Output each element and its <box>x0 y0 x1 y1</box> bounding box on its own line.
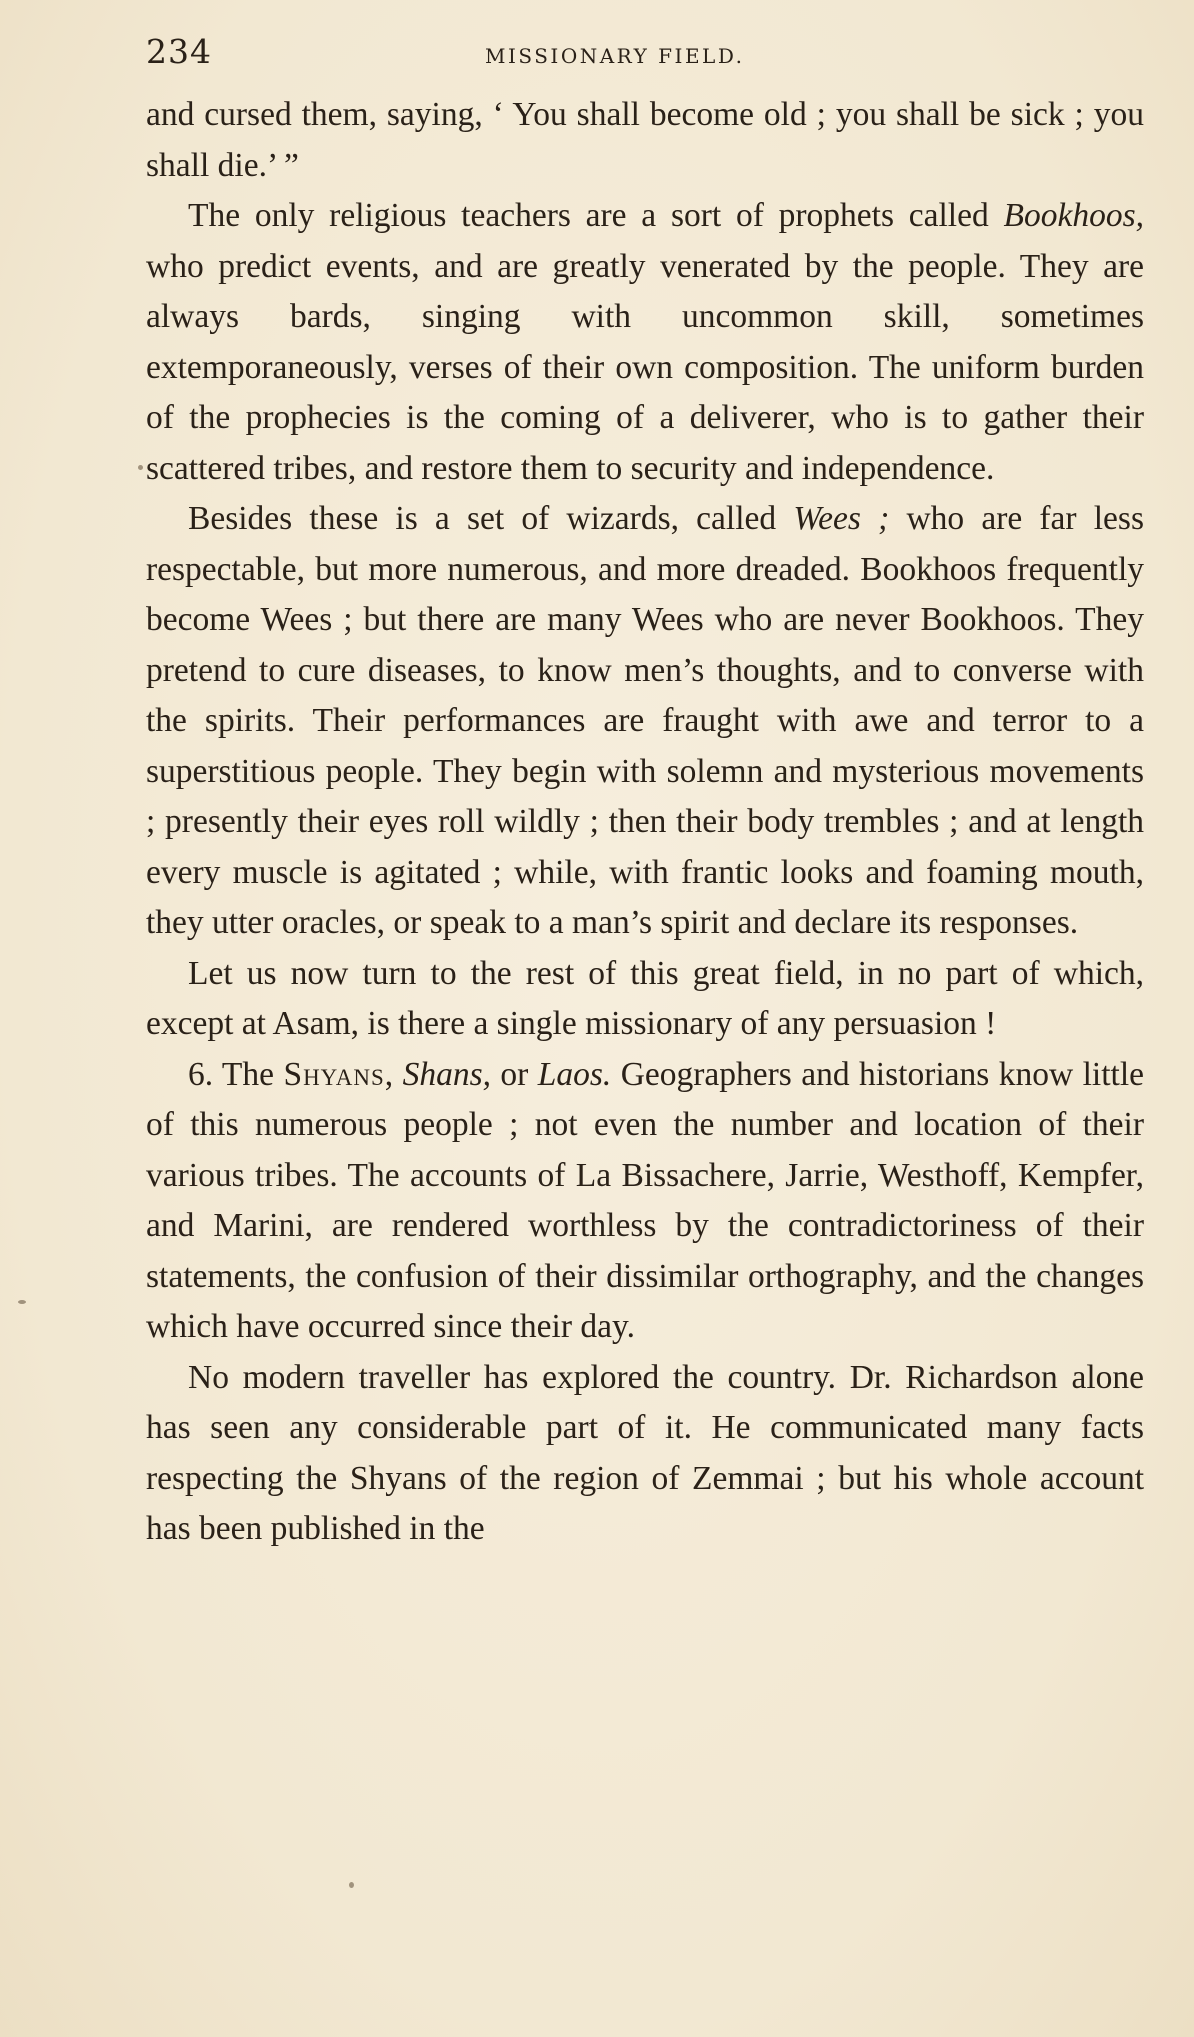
term-wees: Wees ; <box>793 500 890 537</box>
paragraph-6-text: No modern traveller has explored the country. Dr. Richardson alone has seen any considerable part of it. He communicated many facts respecting the Shyans of the region of Zemmai ; but his whole account has been published in the <box>146 1358 1144 1547</box>
paragraph-4-text: Let us now turn to the rest of this great field, in no part of which, except at Asam, is there a single missionary of any persuasion ! <box>146 954 1144 1042</box>
running-head: MISSIONARY FIELD. <box>485 44 745 68</box>
page-header <box>146 32 1146 82</box>
paragraph-2 <box>146 191 1144 494</box>
separator-1: , <box>384 1055 403 1093</box>
paragraph-5-rest: Geographers and historians know little of this numerous people ; not even the number and location of their various tribes. The accounts of La Bissachere, Jarrie, Westhoff, Kempfer, and Marini, are rendered worthless by the contradictoriness of their statements, the confusion of their dissimilar orthography, and the changes which have occurred since their day. <box>146 1055 1145 1345</box>
paragraph-1-text: and cursed them, saying, ‘ You shall become old ; you shall be sick ; you shall die.’ ” <box>146 96 1144 184</box>
paragraph-4 <box>146 949 1144 1050</box>
section-name-shyans: Shyans <box>283 1055 385 1093</box>
paragraph-2-lead: The only religious teachers are a sort of prophets called <box>188 197 1004 234</box>
separator-2: or <box>490 1055 538 1093</box>
paragraph-3 <box>146 494 1144 949</box>
paragraph-3-lead: Besides these is a set of wizards, called <box>188 500 794 537</box>
paragraph-2-rest: who predict events, and are greatly venerated by the people. They are always bards, singing with uncommon skill, sometimes extemporaneously, verses of their own composition. The uniform burden of the prophecies is the coming of a deliverer, who is to gather their scattered tribes, and restore them to security and independence. <box>146 247 1144 487</box>
section-name-shans: Shans, <box>402 1055 491 1093</box>
section-number: 6. The <box>188 1055 284 1093</box>
paper-speck <box>18 1300 26 1304</box>
body-text <box>146 90 1144 1555</box>
section-name-laos: Laos. <box>537 1055 612 1093</box>
paragraph-1 <box>146 90 1144 191</box>
paper-speck <box>138 465 143 470</box>
paper-speck <box>349 1882 354 1888</box>
paragraph-6 <box>146 1353 1144 1555</box>
term-bookhoos: Bookhoos, <box>1003 197 1144 234</box>
paragraph-5 <box>146 1050 1144 1353</box>
paragraph-3-rest: who are far less respectable, but more numerous, and more dreaded. Bookhoos frequently become Wees ; but there are many Wees who are never Bookhoos. They pretend to cure diseases, to know men’s thoughts, and to converse with the spirits. Their performances are fraught with awe and terror to a superstitious people. They begin with solemn and mysterious movements ; presently their eyes roll wildly ; then their body trembles ; and at length every muscle is agitated ; while, with frantic looks and foaming mouth, they utter oracles, or speak to a man’s spirit and declare its responses. <box>146 500 1145 941</box>
page-number: 234 <box>146 32 212 71</box>
